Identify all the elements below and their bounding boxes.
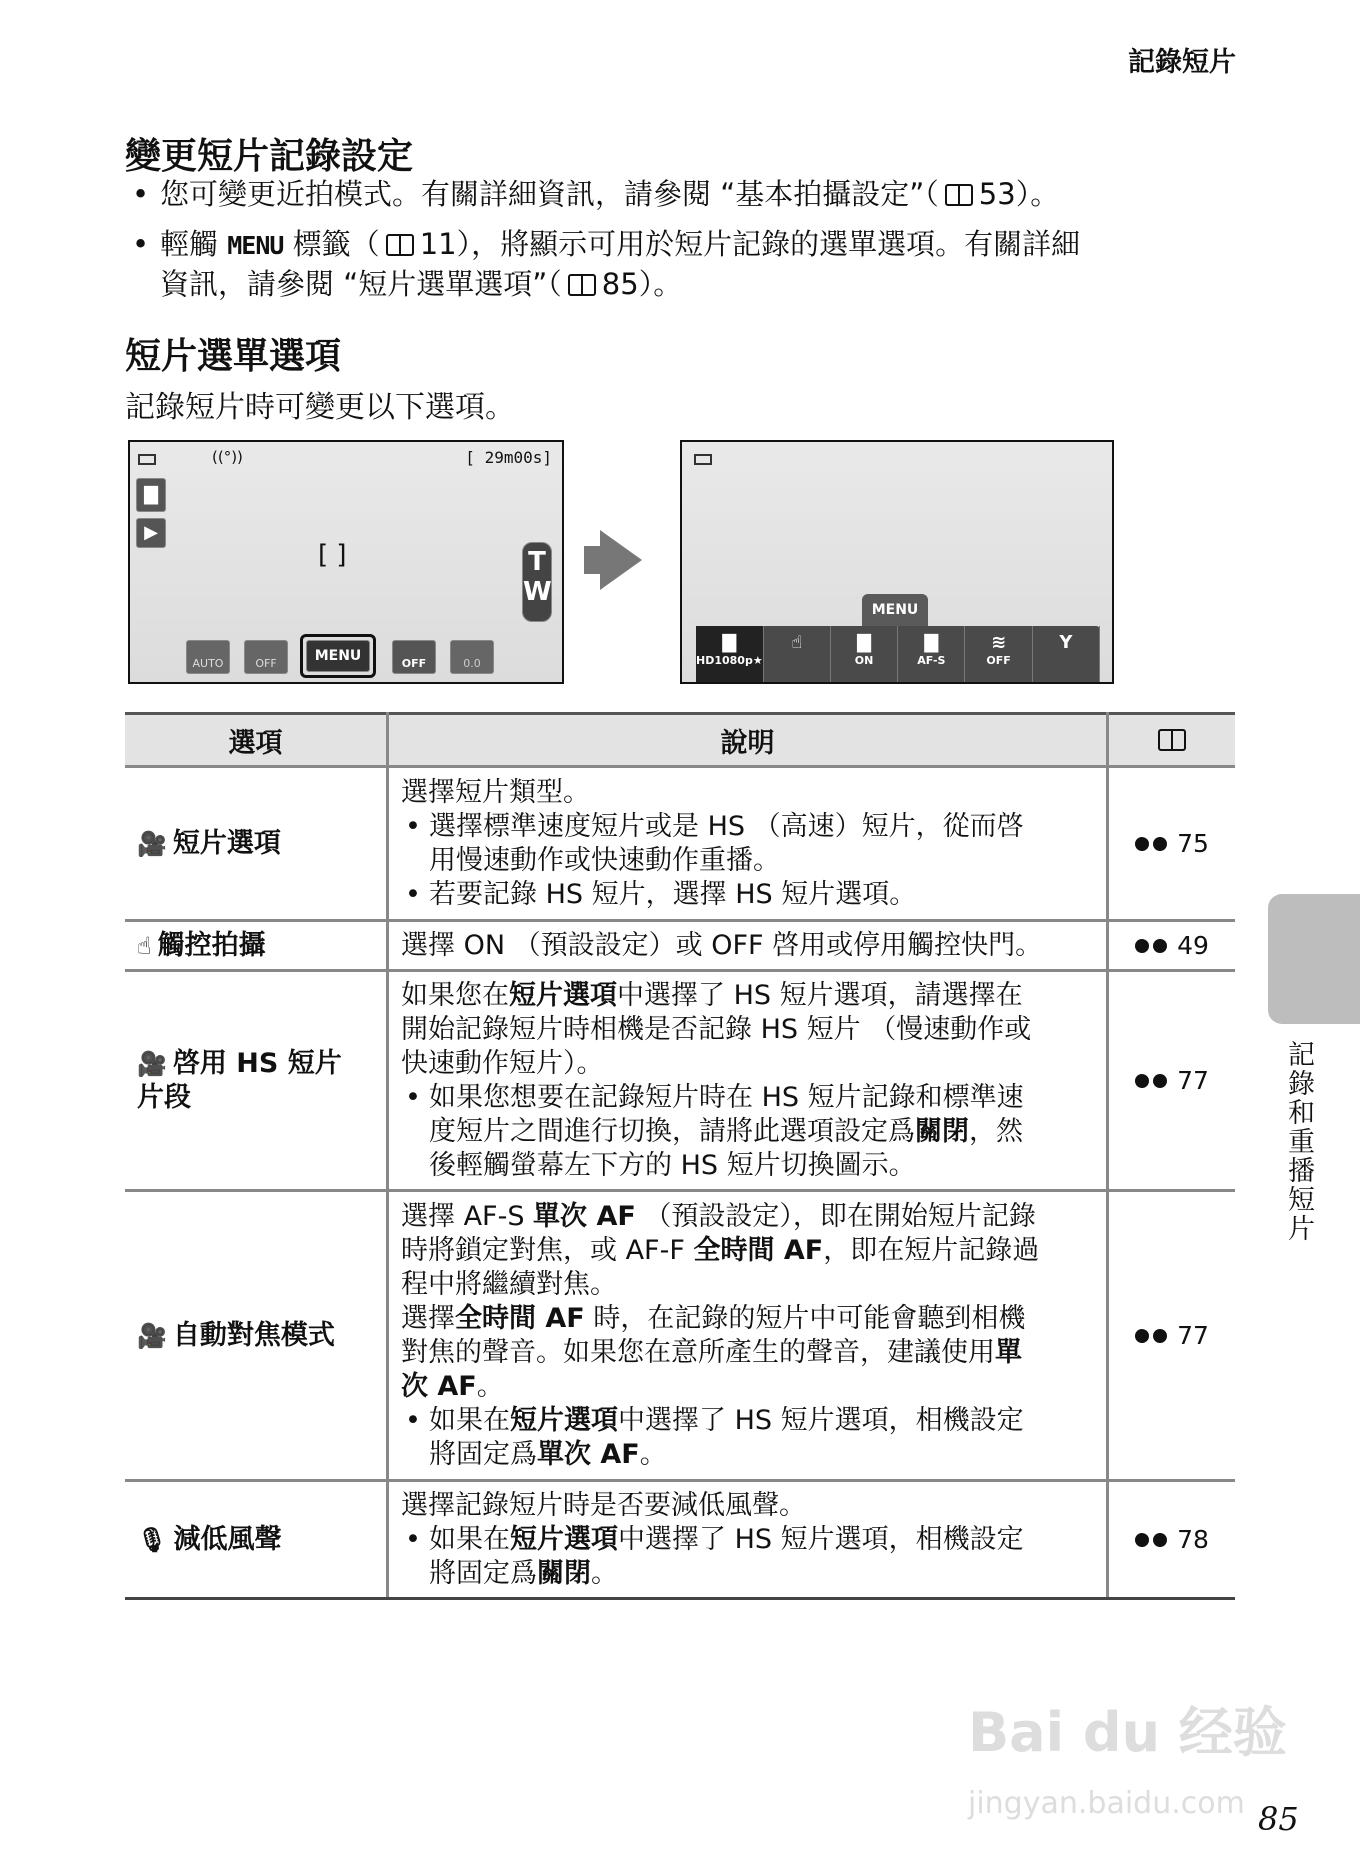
hs-footage-icon: ▇ [857,632,871,653]
menu-tab-bar [696,626,1100,682]
table-row [125,971,1235,1191]
book-ref-icon [1158,729,1186,751]
chapter-title: 記錄和重播短片 [1283,1040,1314,1243]
zoom-control[interactable] [522,542,552,622]
baidu-watermark [968,1690,1290,1840]
book-ref-icon [568,274,596,296]
binoculars-icon [1135,1533,1167,1549]
wind-noise-icon: 🎙 [137,1525,168,1554]
flash-button[interactable]: AUTO [186,640,230,674]
menu-label: MENU [227,231,284,260]
col-option: 選項 [125,714,388,767]
menu-tab-label: OFF [986,654,1011,667]
setup-icon: Y [1059,632,1073,653]
self-timer-button[interactable]: OFF [244,640,288,674]
exposure-button[interactable]: 0.0 [450,640,494,674]
binoculars-icon [1135,837,1167,853]
battery-icon [138,454,156,465]
menu-button[interactable]: MENU [306,640,370,672]
menu-tab[interactable]: MENU [862,594,928,626]
touch-shooting-icon: ☝ [137,931,152,960]
watermark-brand: Bai du 经验 [968,1701,1287,1764]
battery-icon [694,454,712,465]
remaining-time: [ 29m00s] [465,448,552,467]
menu-tab-item[interactable] [965,626,1032,682]
touch-shooting-icon: ☝ [791,632,803,653]
option-description: 選擇 ON （預設設定）或 OFF 啓用或停用觸控快門。 [388,921,1108,971]
watermark-url: jingyan.baidu.com [968,1786,1245,1821]
options-table [125,712,1235,1600]
menu-tab-item[interactable] [764,626,831,682]
menu-tab-item[interactable] [1033,626,1100,682]
option-description: 選擇短片類型。 • 選擇標準速度短片或是 HS （高速）短片，從而啓 用慢速動作或快速動作重播。 • 若要記錄 HS 短片，選擇 HS 短片選項。 [388,767,1108,921]
movie-options-icon: 🎥 [137,829,167,858]
option-name: 🎥 短片選項 [125,767,388,921]
option-description: 選擇記錄短片時是否要減低風聲。 • 如果在短片選項中選擇了 HS 短片選項，相機設定 將固定爲關閉。 [388,1481,1108,1599]
macro-button[interactable]: OFF [392,640,436,674]
af-mode-icon: 🎥 [137,1321,167,1350]
hs-footage-icon: 🎥 [137,1049,167,1078]
menu-tab-item[interactable] [696,626,764,682]
option-name: 🎥 自動對焦模式 [125,1191,388,1481]
page-number: 85 [1258,1800,1299,1838]
page-reference: 77 [1108,1191,1236,1481]
table-row [125,921,1235,971]
focus-bracket: [ ] [318,540,347,570]
zoom-wide[interactable]: W [523,577,552,607]
table-row [125,767,1235,921]
section-title-settings: 變更短片記錄設定 [125,136,414,177]
option-name: 🎙 減低風聲 [125,1481,388,1599]
option-name: ☝ 觸控拍攝 [125,921,388,971]
option-description: 如果您在短片選項中選擇了 HS 短片選項，請選擇在 開始記錄短片時相機是否記錄 HS 短片 （慢速動作或 快速動作短片）。 • 如果您想要在記錄短片時在 HS 短片記錄和標準速 度短片之間進行切換，請將此選項設定爲關閉，然 後輕觸螢幕左下方的 HS 短片切換圖示。 [388,971,1108,1191]
menu-tab-label: AF-S [917,654,946,667]
movie-mode-icon[interactable]: ▇ [136,478,166,512]
menu-tab-item[interactable] [898,626,965,682]
af-mode-icon: ▇ [924,632,939,653]
book-ref-icon [945,184,973,206]
page-reference: 78 [1108,1481,1236,1599]
table-row [125,1481,1235,1599]
movie-options-icon: ▇ [722,632,737,653]
option-description: 選擇 AF-S 單次 AF （預設設定），即在開始短片記錄 時將鎖定對焦，或 AF-F 全時間 AF，即在短片記錄過 程中將繼續對焦。 選擇全時間 AF 時，在記錄的短片中可能會聽到相機 對焦的聲音。如果您在意所產生的聲音，建議使用單 次 AF。 • 如果在短片選項中選擇了 HS 短片選項，相機設定 將固定爲單次 AF。 [388,1191,1108,1481]
page-reference: 75 [1108,767,1236,921]
camera-screen-shooting [128,440,564,684]
camera-screen-menu [680,440,1114,684]
menu-tab-item[interactable] [831,626,898,682]
binoculars-icon [1135,1329,1167,1345]
play-icon[interactable]: ▶ [136,518,166,548]
section-intro: 記錄短片時可變更以下選項。 [125,390,515,425]
binoculars-icon [1135,939,1167,955]
section-title-menu-options: 短片選單選項 [125,336,342,377]
col-description: 說明 [388,714,1108,767]
col-reference [1108,714,1236,767]
binoculars-icon [1135,1074,1167,1090]
vr-icon: ((°)) [212,448,243,466]
arrow-icon [600,530,642,590]
table-row [125,1191,1235,1481]
book-ref-icon [386,234,414,256]
option-name: 🎥 啓用 HS 短片 片段 [125,971,388,1191]
chapter-tab[interactable] [1268,894,1360,1024]
wind-noise-icon: ≋ [991,632,1007,653]
menu-tab-label: HD1080p★ [696,654,763,667]
running-header: 記錄短片 [1128,47,1236,78]
page-reference: 49 [1108,921,1236,971]
zoom-tele[interactable]: T [528,547,546,577]
menu-tab-label: ON [854,654,874,667]
page-reference: 77 [1108,971,1236,1191]
